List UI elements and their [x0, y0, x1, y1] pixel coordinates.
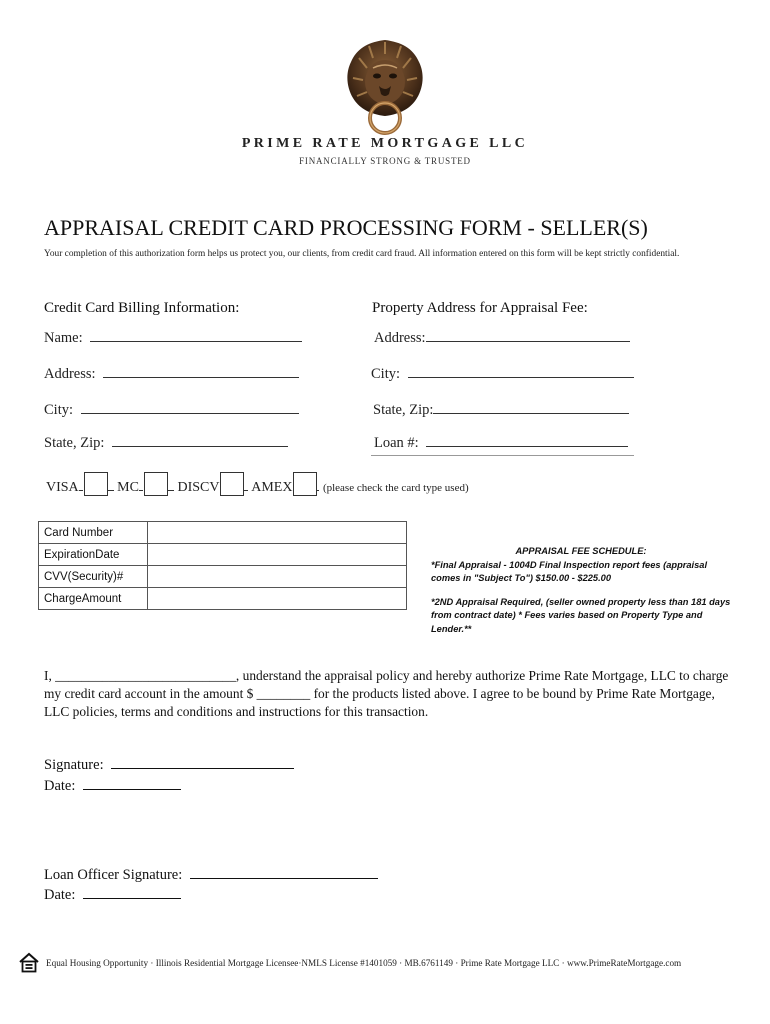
visa-label: VISA	[46, 480, 79, 495]
discv-label: DISCV	[177, 480, 220, 495]
footer	[18, 950, 758, 976]
fee-schedule-heading: APPRAISAL FEE SCHEDULE:	[515, 546, 647, 556]
billing-address-label: Address:	[44, 366, 96, 382]
company-name: PRIME RATE MORTGAGE LLC	[241, 136, 529, 151]
card-type-note: (please check the card type used)	[322, 482, 469, 494]
property-heading: Property Address for Appraisal Fee:	[372, 300, 588, 316]
billing-address-field[interactable]	[44, 364, 299, 383]
property-address-label: Address:	[374, 330, 426, 346]
date-line[interactable]	[83, 776, 181, 790]
table-row	[39, 566, 407, 588]
company-tagline: FINANCIALLY STRONG & TRUSTED	[299, 156, 471, 166]
property-state-zip-line[interactable]	[433, 400, 629, 414]
signature-field[interactable]	[44, 755, 294, 774]
property-loan-line[interactable]	[426, 433, 628, 447]
divider	[371, 455, 634, 456]
billing-city-field[interactable]	[44, 400, 299, 419]
authorization-statement: I, ___________________________, understand the appraisal policy and hereby authorize Prime Rate Mortgage, LLC to charge my credit card account in the amount $ ________ for the products listed above. I agree to be bound by Prime Rate Mortgage, LLC policies, terms and conditions and instructions for this transaction.	[44, 668, 729, 719]
billing-name-line[interactable]	[90, 328, 302, 342]
card-type-row	[46, 472, 469, 496]
charge-amount-input[interactable]	[148, 588, 407, 610]
card-number-input[interactable]	[148, 522, 407, 544]
property-state-zip-field[interactable]	[373, 400, 629, 419]
equal-housing-icon	[18, 952, 40, 974]
billing-address-line[interactable]	[103, 364, 299, 378]
fee-item-second-appraisal: *2ND Appraisal Required, (seller owned property less than 181 days from contract date) * Fees varies based on Property Type and Lender.**	[431, 596, 731, 634]
property-state-zip-label: State, Zip:	[373, 402, 434, 418]
cvv-input[interactable]	[148, 566, 407, 588]
loan-officer-date-label: Date:	[44, 887, 76, 903]
date-field[interactable]	[44, 776, 181, 795]
billing-state-zip-label: State, Zip:	[44, 435, 105, 451]
expiration-date-label: ExpirationDate	[39, 544, 148, 566]
billing-state-zip-field[interactable]	[44, 433, 288, 452]
property-loan-field[interactable]	[374, 433, 628, 452]
form-title: APPRAISAL CREDIT CARD PROCESSING FORM - SELLER(S)	[44, 215, 648, 240]
discv-checkbox[interactable]	[220, 472, 244, 496]
footer-text: Equal Housing Opportunity · Illinois Residential Mortgage Licensee·NMLS License #1401059 · MB.6761149 · Prime Rate Mortgage LLC · www.PrimeRateMortgage.com	[46, 958, 682, 968]
billing-state-zip-line[interactable]	[112, 433, 288, 447]
date-label: Date:	[44, 778, 76, 794]
billing-heading: Credit Card Billing Information:	[44, 300, 240, 316]
loan-officer-date-line[interactable]	[83, 885, 181, 899]
charge-amount-label: ChargeAmount	[39, 588, 148, 610]
mc-label: MC	[117, 480, 139, 495]
property-city-line[interactable]	[408, 364, 634, 378]
table-row	[39, 588, 407, 610]
signature-line[interactable]	[111, 755, 294, 769]
cvv-label: CVV(Security)#	[39, 566, 148, 588]
loan-officer-signature-label: Loan Officer Signature:	[44, 867, 183, 883]
card-number-label: Card Number	[39, 522, 148, 544]
fee-schedule	[431, 545, 731, 637]
lion-door-knocker-icon	[339, 38, 431, 138]
property-city-field[interactable]	[371, 364, 634, 383]
signature-label: Signature:	[44, 757, 104, 773]
form-intro: Your completion of this authorization form helps us protect you, our clients, from credit card fraud. All information entered on this form will be kept strictly confidential.	[44, 249, 680, 259]
amex-checkbox[interactable]	[293, 472, 317, 496]
mc-checkbox[interactable]	[144, 472, 168, 496]
property-address-line[interactable]	[426, 328, 630, 342]
table-row	[39, 544, 407, 566]
expiration-date-input[interactable]	[148, 544, 407, 566]
card-details-table	[38, 521, 407, 610]
loan-officer-signature-field[interactable]	[44, 865, 378, 884]
billing-city-line[interactable]	[81, 400, 299, 414]
property-loan-label: Loan #:	[374, 435, 419, 451]
billing-name-field[interactable]	[44, 328, 302, 347]
loan-officer-signature-line[interactable]	[190, 865, 378, 879]
property-address-field[interactable]	[374, 328, 630, 347]
amex-label: AMEX	[251, 480, 293, 495]
loan-officer-date-field[interactable]	[44, 885, 181, 904]
billing-city-label: City:	[44, 402, 74, 418]
property-city-label: City:	[371, 366, 401, 382]
visa-checkbox[interactable]	[84, 472, 108, 496]
table-row	[39, 522, 407, 544]
billing-name-label: Name:	[44, 330, 83, 346]
fee-item-final-appraisal: *Final Appraisal - 1004D Final Inspection report fees (appraisal comes in "Subject To") $150.00 - $225.00	[431, 559, 708, 584]
